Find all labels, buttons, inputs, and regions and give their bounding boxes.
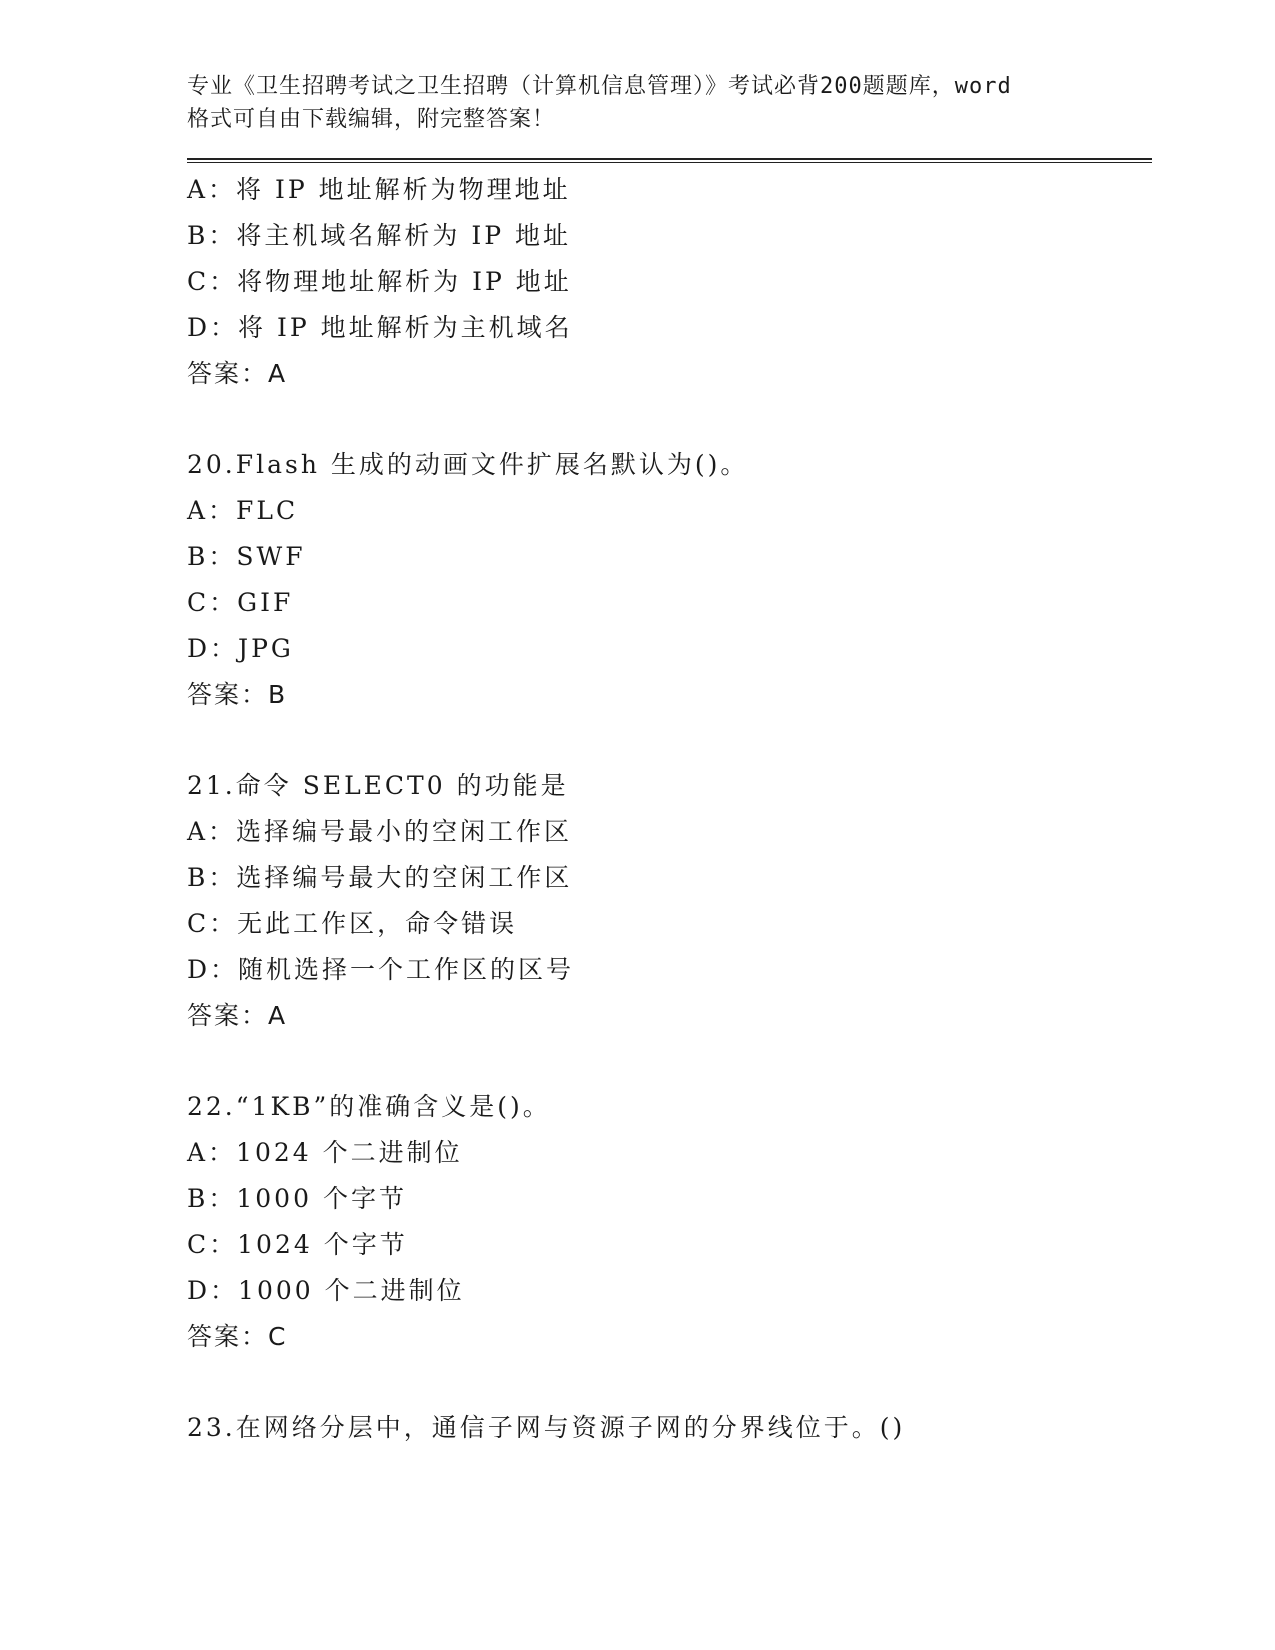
option-d: D：JPG <box>187 634 294 663</box>
option-b: B：1000 个字节 <box>187 1184 407 1213</box>
document-header <box>187 70 1087 136</box>
option-a: A：FLC <box>187 496 299 525</box>
option-c: C：无此工作区，命令错误 <box>187 909 518 938</box>
option-c: C：GIF <box>187 588 294 617</box>
document-page <box>187 70 1152 1451</box>
question-text: 21.命令 SELECT0 的功能是 <box>187 771 569 800</box>
question-text: 22.“1KB”的准确含义是()。 <box>187 1092 551 1121</box>
answer-label: 答案：A <box>187 1001 288 1030</box>
answer-label: 答案：C <box>187 1322 288 1351</box>
header-line-1: 专业《卫生招聘考试之卫生招聘（计算机信息管理）》考试必背200题题库，word <box>187 74 1012 99</box>
question-text: 23.在网络分层中，通信子网与资源子网的分界线位于。() <box>187 1413 906 1442</box>
option-a: A：选择编号最小的空闲工作区 <box>187 817 573 846</box>
question-block-23 <box>187 1405 1152 1451</box>
answer-label: 答案：A <box>187 359 288 388</box>
answer-label: 答案：B <box>187 680 288 709</box>
option-a: A：将 IP 地址解析为物理地址 <box>187 175 571 204</box>
option-c: C：1024 个字节 <box>187 1230 408 1259</box>
option-b: B：选择编号最大的空闲工作区 <box>187 863 573 892</box>
question-block-22 <box>187 1084 1152 1360</box>
option-b: B：SWF <box>187 542 306 571</box>
option-a: A：1024 个二进制位 <box>187 1138 463 1167</box>
question-block-20 <box>187 442 1152 718</box>
option-b: B：将主机域名解析为 IP 地址 <box>187 221 571 250</box>
option-d: D：1000 个二进制位 <box>187 1276 465 1305</box>
question-block-prev <box>187 167 1152 397</box>
question-text: 20.Flash 生成的动画文件扩展名默认为()。 <box>187 450 749 479</box>
header-line-2: 格式可自由下载编辑，附完整答案！ <box>187 107 556 132</box>
option-c: C：将物理地址解析为 IP 地址 <box>187 267 572 296</box>
question-block-21 <box>187 763 1152 1039</box>
option-d: D：随机选择一个工作区的区号 <box>187 955 575 984</box>
header-divider <box>187 158 1152 163</box>
option-d: D：将 IP 地址解析为主机域名 <box>187 313 573 342</box>
